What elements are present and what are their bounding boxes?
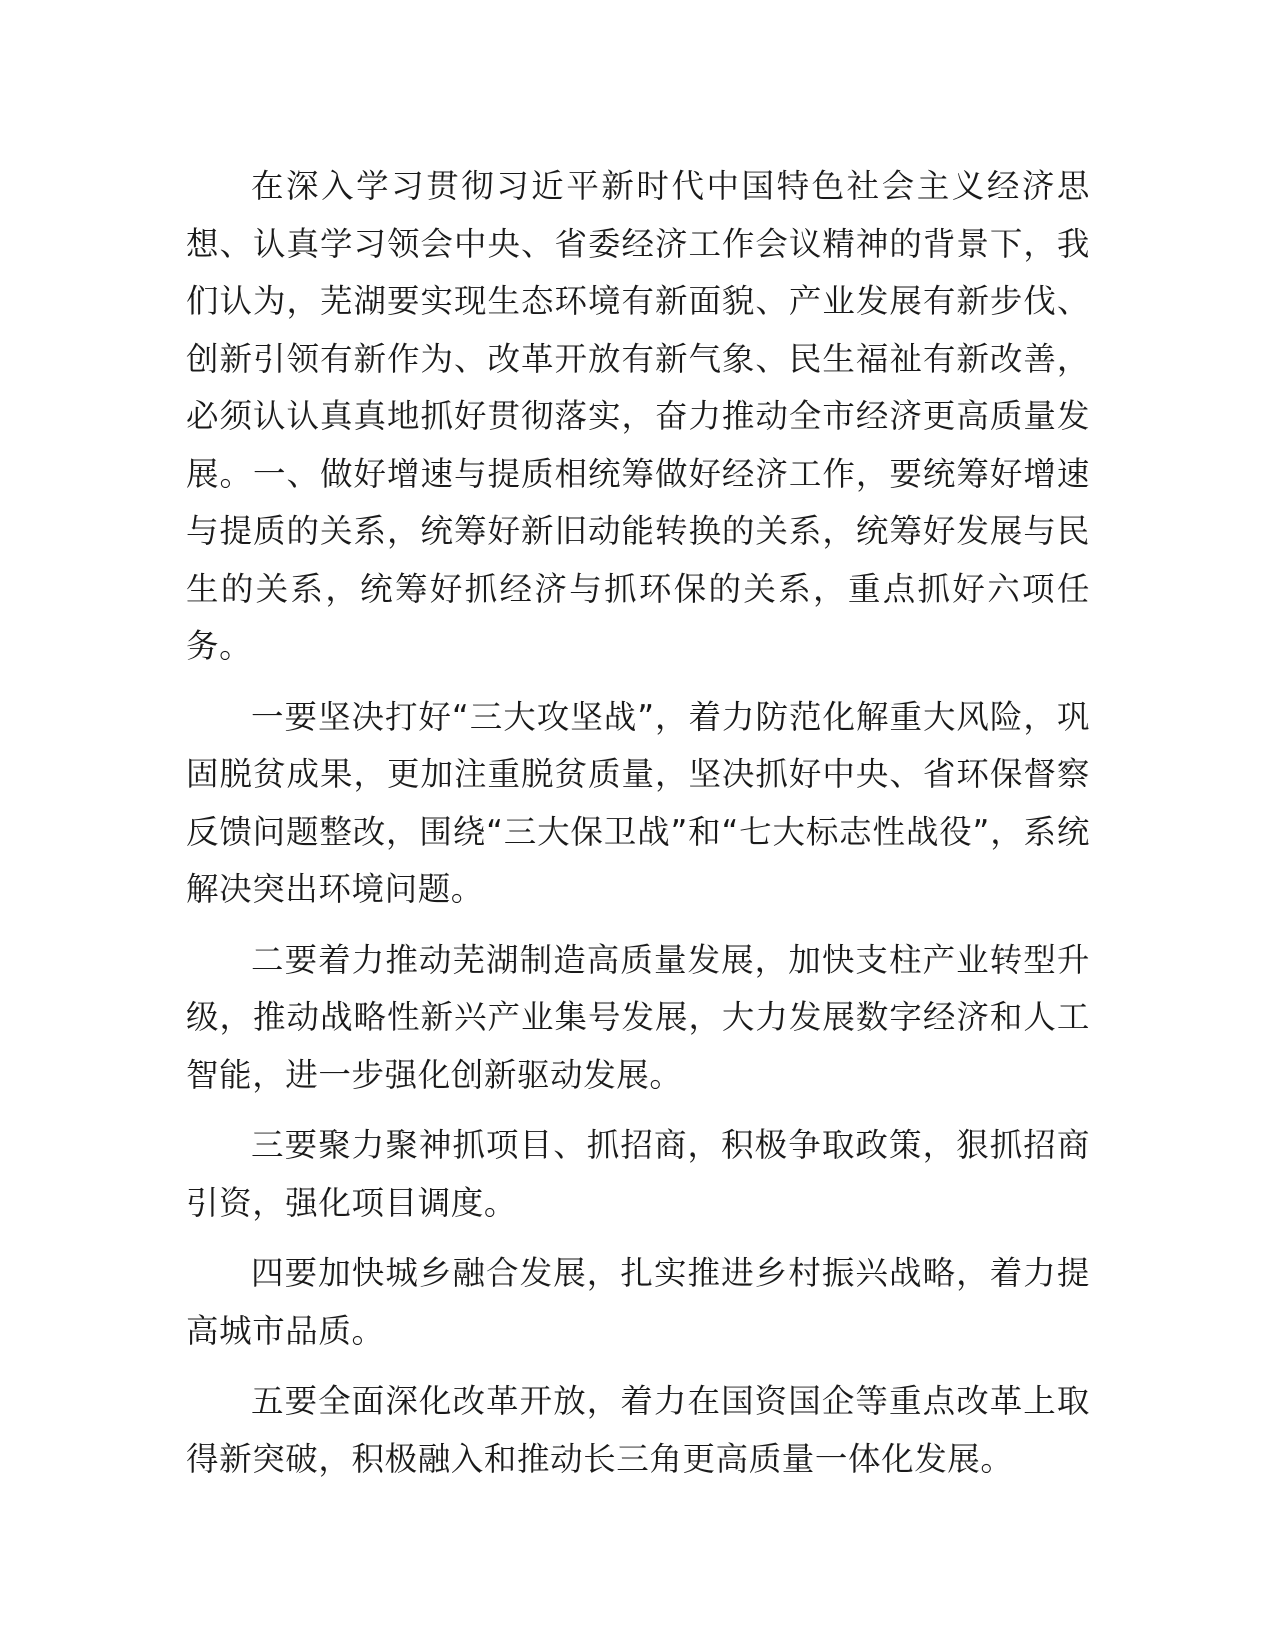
paragraph-task-1: 一要坚决打好“三大攻坚战”，着力防范化解重大风险，巩固脱贫成果，更加注重脱贫质量，坚决抓好中央、省环保督察反馈问题整改，围绕“三大保卫战”和“七大标志性战役”，系统解决突出环境问题。	[186, 697, 1090, 908]
paragraph-task-2: 二要着力推动芜湖制造高质量发展，加快支柱产业转型升级，推动战略性新兴产业集号发展，大力发展数字经济和人工智能，进一步强化创新驱动发展。	[186, 940, 1090, 1094]
paragraph-task-4: 四要加快城乡融合发展，扎实推进乡村振兴战略，着力提高城市品质。	[186, 1254, 1090, 1350]
paragraph-task-3: 三要聚力聚神抓项目、抓招商，积极争取政策，狠抓招商引资，强化项目调度。	[186, 1126, 1090, 1222]
paragraph-intro: 在深入学习贯彻习近平新时代中国特色社会主义经济思想、认真学习领会中央、省委经济工作会议精神的背景下，我们认为，芜湖要实现生态环境有新面貌、产业发展有新步伐、创新引领有新作为、改革开放有新气象、民生福祉有新改善，必须认认真真地抓好贯彻落实，奋力推动全市经济更高质量发展。一、做好增速与提质相统筹做好经济工作，要统筹好增速与提质的关系，统筹好新旧动能转换的关系，统筹好发展与民生的关系，统筹好抓经济与抓环保的关系，重点抓好六项任务。	[186, 167, 1090, 665]
paragraph-task-5: 五要全面深化改革开放，着力在国资国企等重点改革上取得新突破，积极融入和推动长三角更高质量一体化发展。	[186, 1382, 1090, 1478]
document-body	[186, 158, 1090, 1501]
